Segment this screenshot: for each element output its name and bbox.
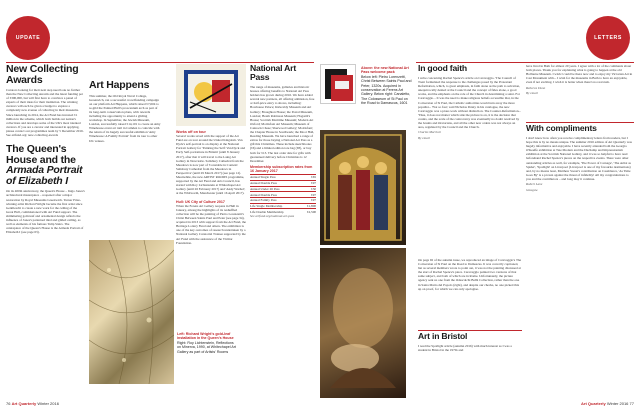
queens-house-title-line1: The Queen's House and the bbox=[6, 143, 76, 166]
update-badge bbox=[6, 16, 50, 60]
lorenzetti-artwork bbox=[320, 130, 406, 245]
right-column-2-top bbox=[526, 64, 634, 126]
good-faith-body: I write concerning Rachel Spence's article on Caravaggio. 'The Council of Trent formulated the response to the challenges posed by the Protestant Reformation, which, to great emphasis, in faith alone as the path to salvation, unequivocally denied at the Council and the concept of fides alone, a good works, and the emphasis on the role of the Church in determining a saint. For Caravaggio... It was the need to make religious beliefs accessible that, in the Conversion of St Paul, the Catholic authorities would turn away the more populist... 'Not so fast,' said Nicholas Penny in his catalogue, the new Caravaggio was a pious work without distinction. The Counter-Reformation... 'Thus, it does not matter which side the picture is on, it is the decision that counts, and the scale of the controversy was eventually no doubt resolved by the Jesuits and Oratorians, and all the other new orders was not always an area, regulated by the Council and the Church. bbox=[418, 76, 521, 130]
welcome-pack-photo bbox=[320, 64, 356, 104]
with-compliments-body: I don't know how often you receive complimentary letters from readers, but I hope this is by no means unique. The summer 2016 edition of Art Quarterly was hugely informative and enjoyable. I have recently attended both the Georgia O'Keeffe exhibition at Tate Modern and the Duchamp and Impressionism exhibition at the Scottish National Gallery, and it was so helpful to have read beforehand Rachel Spence's pieces on the respective events. There were other outstanding articles as well, for example, 'The Power of Carnage', 'The Artist as Spider', 'Spotlight' on Liverpool (Liverpool is one of my favourite destinations) and, by no means least, Matthew Sweet's contribution on Casablanca, 'As Time Goes By' is a proven against the threat of infidelity! All my congratulations to you and the contributors – and long may it continue. bbox=[526, 136, 632, 181]
col2-signature: Rebecca Dunn bbox=[526, 85, 546, 90]
with-compliments-signature: Robert Lane bbox=[526, 182, 543, 187]
update-badge-label: UPDATE bbox=[15, 35, 41, 41]
painting-caption-title: Above: the new National Art Pass welcome pack bbox=[361, 66, 409, 75]
uk-city-culture-title: Hull: UK City of Culture 2017 bbox=[176, 199, 225, 204]
queens-house-title-line2: Armada Portrait of Elizabeth I bbox=[6, 164, 83, 187]
lichtenstein-photo bbox=[176, 64, 246, 126]
art-happens-body: This summer, the Old Royal Naval College, Greenwich, ran a successful crowdfunding campaign on our platform Art Happens, which raised £7,604 to re-gild the Painted Hall's proscenium arch as part of its long-term conservation plans, with rewards including the opportunity to attend a gilding workshop. In September, the Jewish Museum, London, successfully raised £14,101 to create an Amy Winehouse event art trail in Camden to coincide with the return of its hugely successful exhibition 'Amy Winehouse: A Family Portrait' from its tour to other UK venues. bbox=[89, 93, 161, 143]
top-rule-right bbox=[416, 62, 634, 63]
table-row: Annual Double Pass £97 bbox=[250, 192, 316, 197]
good-faith-signature-2: By email bbox=[418, 135, 430, 140]
membership-table bbox=[250, 174, 316, 214]
table-row: Annual Family Pass £97 bbox=[250, 198, 316, 203]
painting-caption-body: Below left: Pietro Lorenzetti, Christ Between Saints Paul and Peter, 1320s. Acquired in conservation at Ferens Art Gallery. Below right: Canaletto, The Colosseum of St Paul on the Road to Damascus, 1601 bbox=[361, 74, 412, 106]
left-page-number: 76 bbox=[6, 401, 11, 406]
lorenzetti-painting bbox=[320, 130, 406, 245]
bristol-rule bbox=[418, 330, 522, 331]
right-footer-brand: Art Quarterly bbox=[581, 401, 606, 406]
art-in-bristol-title: Art in Bristol bbox=[418, 332, 468, 341]
national-art-pass-title: National Art Pass bbox=[250, 64, 296, 82]
left-footer bbox=[6, 401, 59, 406]
with-compliments-title: With compliments bbox=[526, 124, 597, 133]
lichtenstein-artwork bbox=[176, 64, 246, 126]
new-collecting-body: Curators looking for their next step need look no further than the New Collecting Awards and the latest funding pot of £300,000, but will first have to convince a panel of experts of their ideas for their institution. The winning curators will each be given a budget to explore a completely new avenue of collecting in their museums. Since launching in 2014, the Art Fund has invested £1 million in the scheme, which both builds our nation's collections and develops some of the UK's most talented curators. If you are a curator and interested in applying, please contact our programmes team by 5 December 2016. See artfund.org/ new-collecting-awards bbox=[6, 88, 84, 138]
with-compliments bbox=[526, 124, 634, 254]
welcome-pack-graphic bbox=[321, 65, 356, 104]
table-row: Annual Single Pass £65 bbox=[250, 175, 316, 180]
col2-signature-2: By email bbox=[526, 90, 538, 95]
art-in-bristol-body: I read the Spotlight article (autumn 2016) with much interest as I was a student in Bristol in the 1970s and bbox=[418, 344, 512, 353]
letters-badge bbox=[586, 16, 630, 60]
left-column-4 bbox=[250, 64, 316, 400]
caravaggio-painting bbox=[320, 248, 406, 398]
right-column-1 bbox=[418, 64, 522, 254]
works-off-tour-title: Works off on tour bbox=[176, 130, 206, 134]
caravaggio-artwork bbox=[320, 248, 406, 398]
col2-body: have lived in Bath for almost 20 years. I agree with a lot of the comments about both places. Thank you for explaining what is going to happen at the old Holburne Museum. I wish I could be there now and to enjoy my Victorian Art in Cast Monument with... I wish for the museums in Bath to have an enjoyable, even if not exciting. I wish it is better when there's no real rush. bbox=[526, 64, 633, 85]
new-collecting-title: New Collecting Awards bbox=[6, 64, 79, 86]
left-column-1 bbox=[6, 64, 85, 404]
right-page-number: 77 bbox=[629, 401, 634, 406]
right-footer-issue: Winter 2016 bbox=[606, 401, 629, 406]
membership-intro: Membership subscription rates from 16 January 2017 bbox=[250, 164, 313, 173]
photo-caption-body: Right: Roy Lichtenstein, Reflections on Minerva, 1990, at Whitechapel Art Gallery as part of Artists' Rooms bbox=[177, 340, 236, 354]
membership-link[interactable]: See artfund.org/national-art-pass bbox=[250, 213, 295, 218]
left-column-3 bbox=[176, 130, 246, 400]
right-column-1b bbox=[418, 258, 522, 326]
national-art-pass-body: The range of museums, galleries and historic houses offering benefits to National Art Pass holders has grown during 2016. We have added several new partners, all offering admission, free or half-price entry to shows, including: Bowhouse Palace; Kirkcaldy Museum and Art Gallery; Broughton House; the Postal Museum, London; Heath Robinson Museum; Hogarth's House; Scottish Maritime Museum; Modern Art Oxford; Mottisfont Art Museum; Museum of Cannock Chase; Sherwood Gallery; Mottisfont; the Chapter House in Southwark; the Moot Hall, Reading Museum. We have launched a range of extras for those buying a National Art Pass as a gift this Christmas. These include sketchbooks (£6) and a limited edition tote bag (£8), or buy both for £13. The last order date for gifts with guaranteed delivery before Christmas is 12 December. bbox=[250, 85, 315, 163]
uk-city-culture-body: When the Ferens Art Gallery reopens in Hull in January, among the highlights of its reshuffled collection will be the painting of Pietro Lorenzetti's Christ Between Saints Paul and Peter (see page 34), acquired in 2013 with support from the Art Fund, the Heritage Lottery Fund and others. The exhibition is one of the key outcomes of research undertaken by a National Gallery Curatorial Trainee supported by the Art Fund with the assistance of the Vivmar Foundation. bbox=[176, 203, 246, 245]
gold-ceiling-photo bbox=[89, 240, 174, 384]
photo-caption-title: Left: Richard Wright's gold-leaf installation in the Queen's House bbox=[177, 332, 234, 341]
right-footer bbox=[581, 401, 634, 406]
painting-caption bbox=[361, 66, 412, 106]
letters-badge-label: LETTERS bbox=[594, 35, 622, 41]
good-faith-signature: Charles Marriott bbox=[418, 130, 441, 135]
good-faith-title: In good faith bbox=[418, 64, 467, 73]
compliments-rule bbox=[526, 122, 634, 123]
left-column-2 bbox=[89, 64, 161, 240]
queens-house-body-start: On its 400th anniversary, the Queen's House – Inigo Jones's architectural masterpiece – reopened after a major restoration by Royal Museums Greenwich. Turner Prize-winning artist Richard Wright became the first artist since Gentileschi to create a new work for the ceiling of the Great Hall, commissioned with Art Fund support. The shimmering gold-leaf and ornamental design reflects the influence of Jones's patterned tiled and gilded ceiling, as well as elements of his famous Tulip Stairs. The centrepiece of the Queen's House is the Armada Portrait of Elizabeth I (see page 63). bbox=[6, 189, 85, 235]
works-off-tour-body: Several works saved with the support of the Art Fund are on tour around the United Kingdom. Van Dyck's self-portrait is on display at the National Portrait Gallery for 'Painting the Self: Van Dyck and Early Self-portraiture in Britain' (until 8 January 2017), after that it will travel to the Laing Art Gallery in Newcastle. Salisbury Cathedral from the Meadows is now part of 'Constable in Context: Salisbury Cathedral from the Meadows in Perspective' (until 29 March 2017) (see page 12). Meanwhile, the new ARTIST ROOMS programme, supported by the Art Fund and Arts Council, has started with Roy Lichtenstein at Whitechapel Art Gallery (until 26 February 2017) and 'Andy Warhol', at the Whitworth, Manchester (until 16 April 2017). bbox=[176, 134, 246, 196]
left-footer-brand: Art Quarterly bbox=[11, 401, 37, 406]
top-rule-left bbox=[6, 62, 314, 63]
art-happens-title: Art Happens bbox=[89, 79, 150, 91]
with-compliments-signature-2: Glasgow bbox=[526, 187, 538, 192]
reply-body: On page 92 of the autumn issue, we reproduced an image of Caravaggio's The Conversion of St Paul on the Road to Damascus. It was correctly captioned, but as several members wrote to point out, it was not the painting discussed at the start of Rachel Spence's piece. Caravaggio painted two versions of that same subject, and both of which are in Rome. Unfortunately, the picture agency sent us one from the Odescalchi Balbi Collection, rather than the one in Santa Maria del Popolo (right), and despite our checks, no one picked this up on proof, for which we can only apologise. bbox=[418, 258, 522, 291]
left-footer-issue: Winter 2016 bbox=[37, 401, 59, 406]
table-row: Annual Under 26 Pass £30 bbox=[250, 186, 316, 191]
gold-ceiling-pattern bbox=[89, 240, 174, 384]
art-in-bristol bbox=[418, 332, 522, 402]
table-row: Life Single Membership £1,800 bbox=[250, 203, 316, 208]
table-row: Annual Double Pass £97 bbox=[250, 181, 316, 186]
table-row: Life Double Membership £2,500 bbox=[250, 209, 316, 214]
